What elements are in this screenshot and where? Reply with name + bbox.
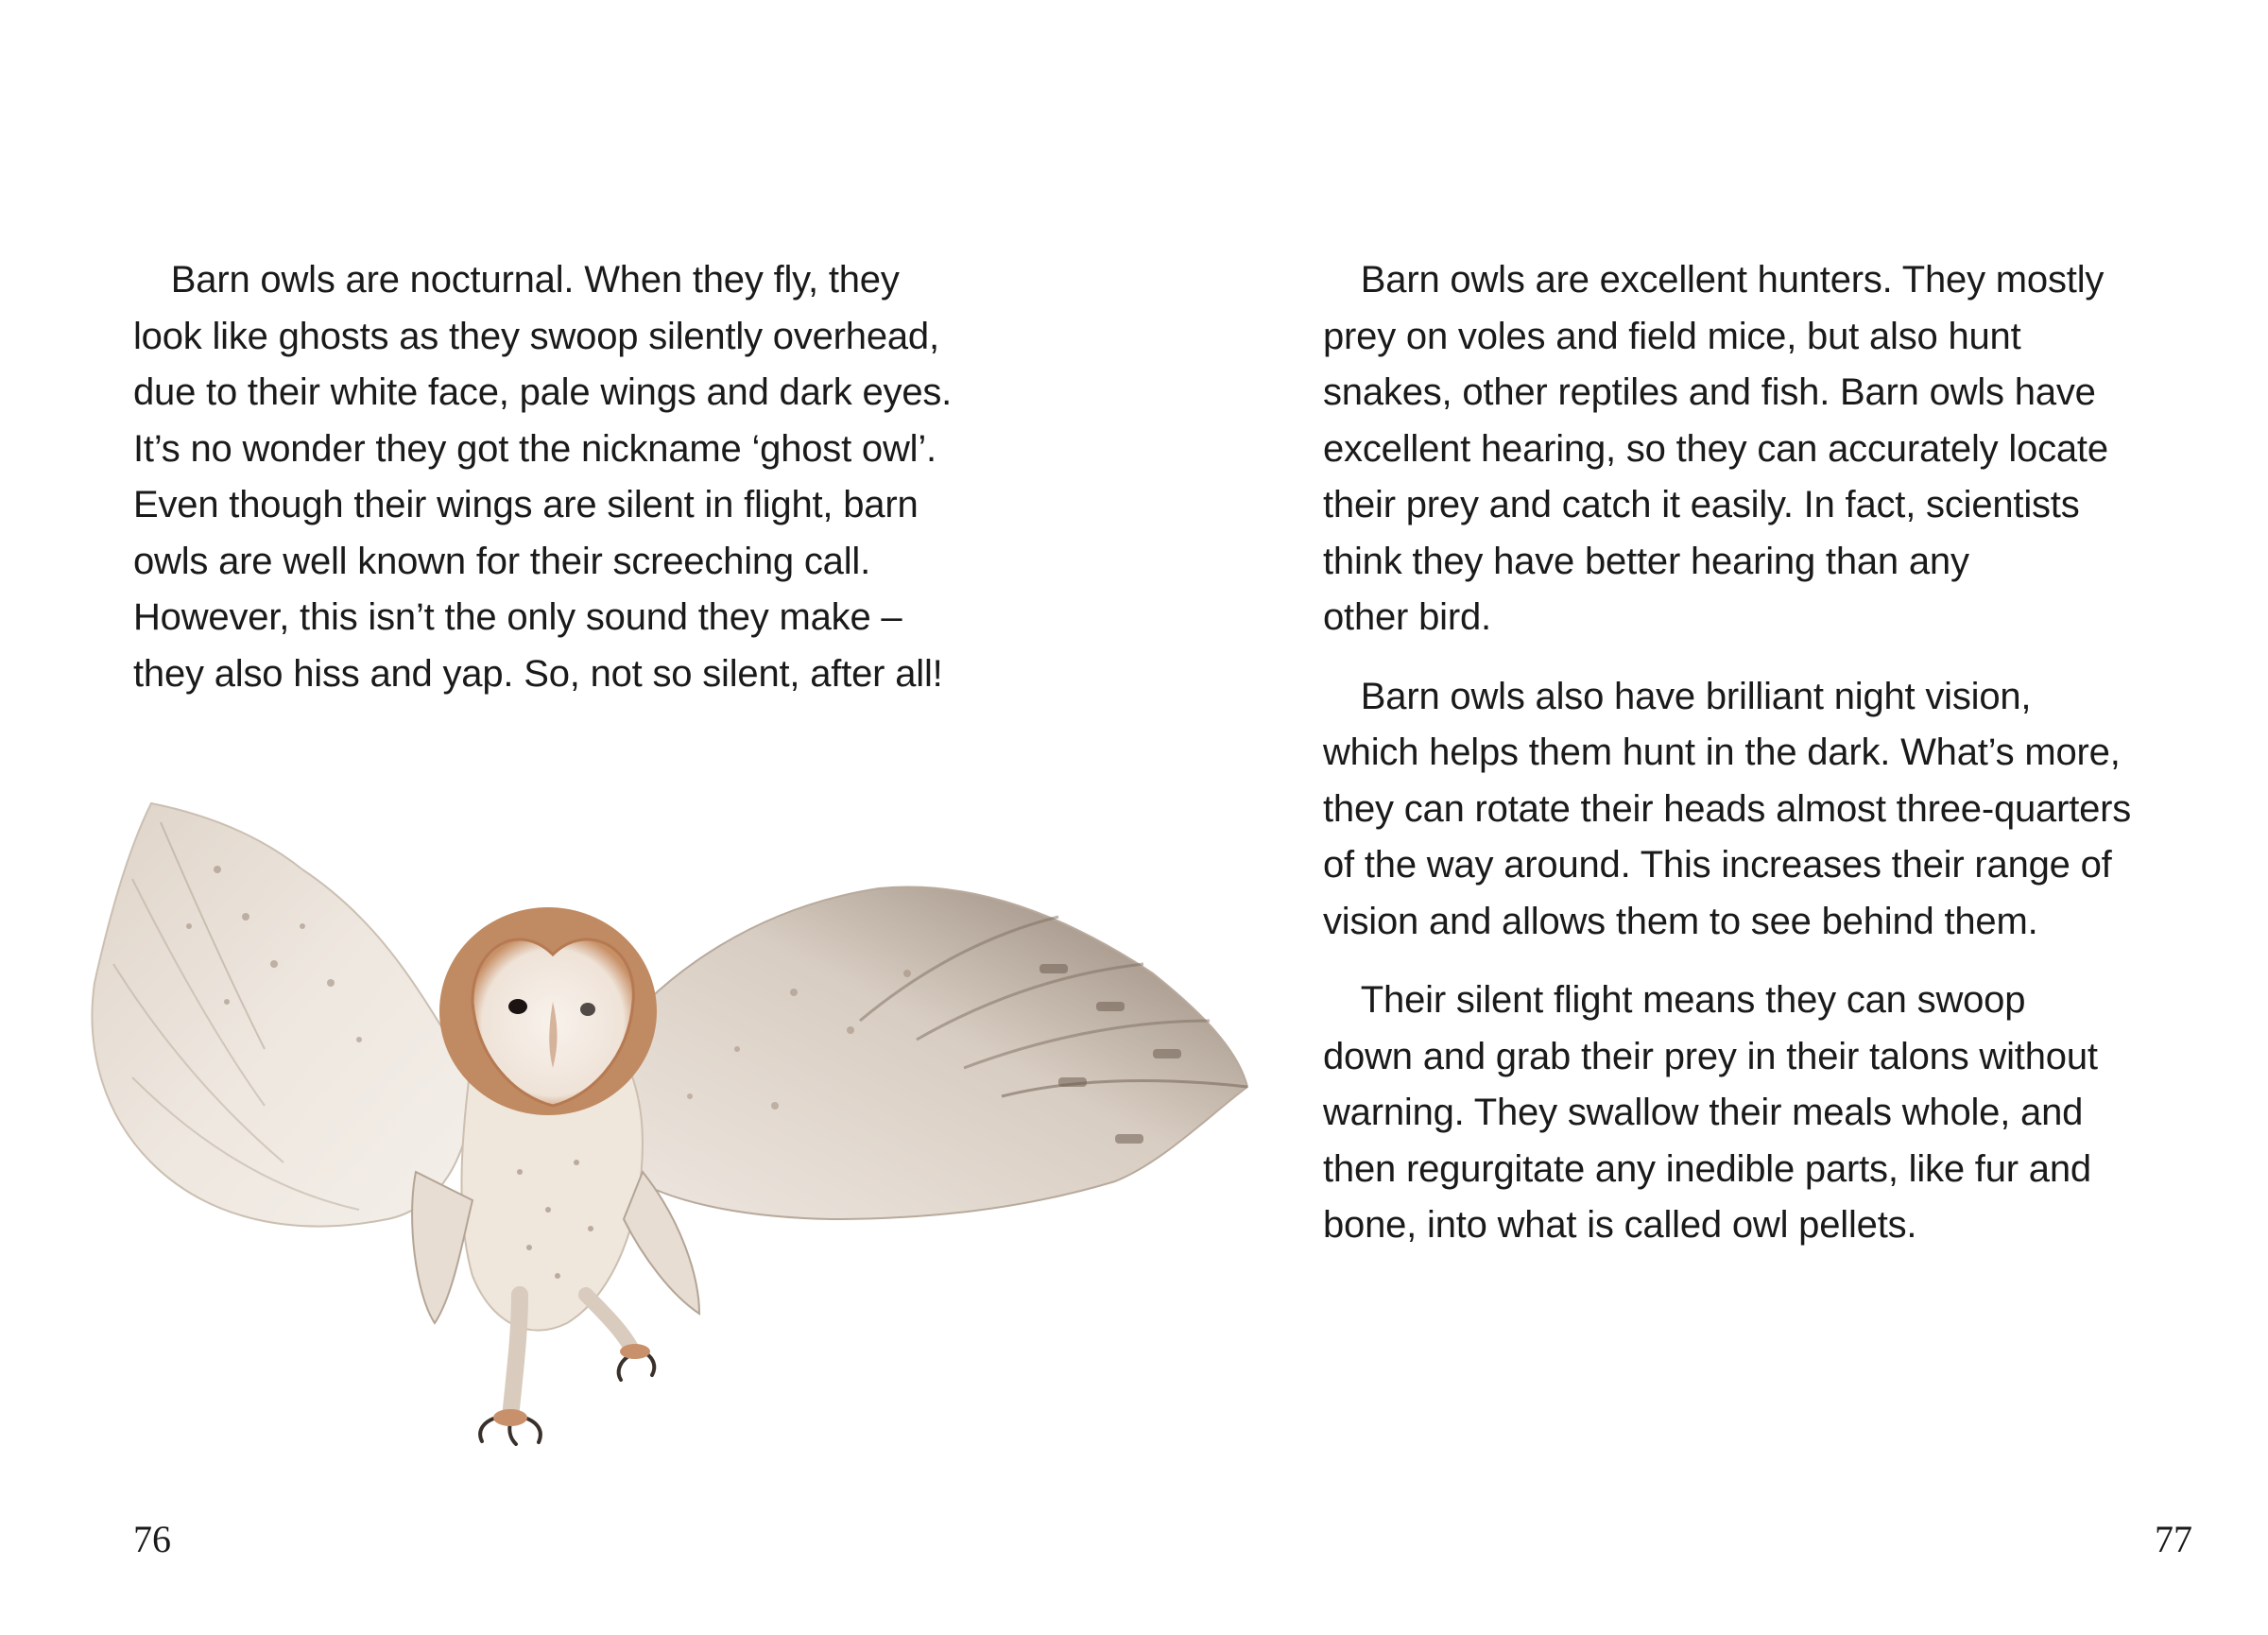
left-text-block (133, 252, 984, 725)
right-paragraph-1: Barn owls are excellent hunters. They mostly prey on voles and field mice, but also hunt snakes, other reptiles and fish. Barn owls have excellent hearing, so they can accurately locate their prey and catch it easily. In fact, scientists think they have better hearing than any other bird. (1323, 259, 2108, 638)
left-page-number: 76 (133, 1518, 171, 1560)
owl-left-wing (93, 803, 473, 1227)
right-page (1134, 0, 2268, 1635)
owl-head (439, 907, 657, 1115)
right-text-block (1323, 252, 2174, 1277)
right-page-number: 77 (2155, 1518, 2192, 1560)
barn-owl-illustration (76, 766, 1266, 1446)
left-paragraph-1: Barn owls are nocturnal. When they fly, they look like ghosts as they swoop silently overhead, due to their white face, pale wings and dark eyes. It’s no wonder they got the nickname ‘ghost owl’. Even though their wings are silent in flight, barn owls are well known for their screeching call. However, this isn’t the only sound they make – they also hiss and yap. So, not so silent, after all! (133, 259, 953, 695)
right-paragraph-3: Their silent flight means they can swoop down and grab their prey in their talons without warning. They swallow their meals whole, and then regurgitate any inedible parts, like fur and bone, into what is called owl pellets. (1323, 979, 2098, 1246)
right-paragraph-2: Barn owls also have brilliant night vision, which helps them hunt in the dark. What’s more, they can rotate their heads almost three-quarters of the way around. This increases their range of vision and allows them to see behind them. (1323, 675, 2132, 942)
